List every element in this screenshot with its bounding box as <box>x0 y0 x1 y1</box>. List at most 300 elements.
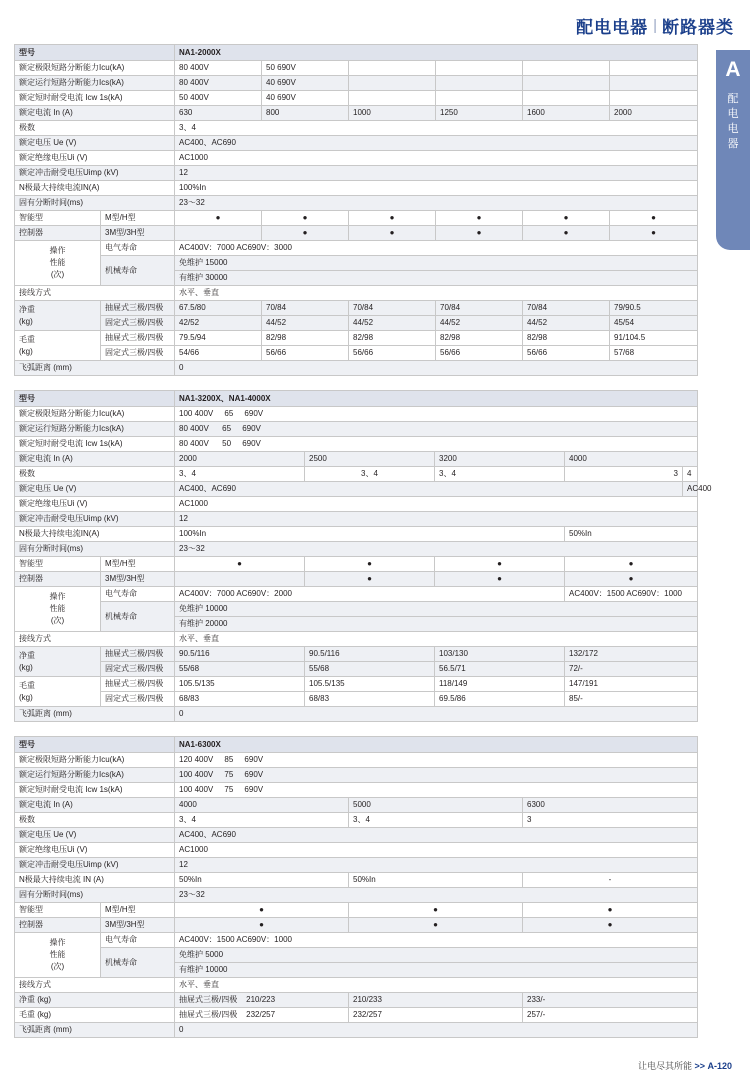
table-row <box>15 91 698 106</box>
value-arc-distance: 0 <box>175 707 698 722</box>
ctrl-dot: ● <box>349 226 436 241</box>
value-poles: 3、4 <box>305 467 435 482</box>
table-row <box>15 226 698 241</box>
value-poles: 3、4 <box>175 467 305 482</box>
value-in: 1600 <box>523 106 610 121</box>
value-net-fixed: 55/68 <box>305 662 435 677</box>
header-title: 配电电器 <box>576 17 649 37</box>
table-row <box>15 1008 698 1023</box>
ctrl-dot: ● <box>435 572 565 587</box>
table-row <box>15 632 698 647</box>
smart-dot: ● <box>523 211 610 226</box>
value-gross-draw: 82/98 <box>436 331 523 346</box>
value-in: 2500 <box>305 452 435 467</box>
label-ui: 额定绝缘电压Ui (V) <box>15 497 175 512</box>
value-ue-extra: AC400 <box>683 482 698 497</box>
empty-cell <box>349 91 436 106</box>
value-icu <box>175 407 698 422</box>
value-ics-690: 40 690V <box>262 76 349 91</box>
label-arc-distance: 飞弧距离 (mm) <box>15 1023 175 1038</box>
ctrl-dot: ● <box>523 918 698 933</box>
value-net-fixed: 44/52 <box>523 316 610 331</box>
value-ics-75: 75 <box>224 770 234 779</box>
empty-cell <box>523 76 610 91</box>
label-performance: 性能 <box>49 604 66 613</box>
ctrl-dot: ● <box>610 226 698 241</box>
value-net-draw: 79/90.5 <box>610 301 698 316</box>
table-row <box>15 512 698 527</box>
value-n-pole: 100%In <box>175 181 698 196</box>
table-row <box>15 241 698 256</box>
empty-cell <box>610 91 698 106</box>
label-m-h: M型/H型 <box>101 211 175 226</box>
table-row <box>15 813 698 828</box>
label-m-h: M型/H型 <box>101 557 175 572</box>
empty-cell <box>436 91 523 106</box>
value-icu-400: 120 400V <box>179 755 214 764</box>
label-in: 额定电流 In (A) <box>15 452 175 467</box>
value-wiring: 水平、垂直 <box>175 632 698 647</box>
label-performance: 性能 <box>49 258 66 267</box>
table-row <box>15 331 698 346</box>
value-in: 5000 <box>349 798 523 813</box>
value-icu-85: 85 <box>224 755 234 764</box>
label-draw-type: 抽屉式三极/四极 <box>101 677 175 692</box>
label-ics: 额定运行短路分断能力Ics(kA) <box>15 768 175 783</box>
label-net-weight <box>15 647 101 677</box>
ctrl-dot: ● <box>175 918 349 933</box>
value-gross-fixed: 54/66 <box>175 346 262 361</box>
table-row <box>15 437 698 452</box>
value-net-draw: 132/172 <box>565 647 698 662</box>
table-row <box>15 61 698 76</box>
label-in: 额定电流 In (A) <box>15 798 175 813</box>
label-net-weight-unit: (kg) <box>19 662 33 672</box>
table-row <box>15 978 698 993</box>
value-icw-690: 40 690V <box>262 91 349 106</box>
empty-cell <box>610 76 698 91</box>
value-icu-690: 690V <box>244 409 264 418</box>
value-mech-maint: 有维护 10000 <box>175 963 698 978</box>
table-row <box>15 301 698 316</box>
value-gross-draw: 91/104.5 <box>610 331 698 346</box>
empty-cell <box>349 76 436 91</box>
value-net-fixed: 44/52 <box>262 316 349 331</box>
label-times: (次) <box>50 270 65 279</box>
value-ics-65: 65 <box>222 424 232 433</box>
header-separator: | <box>653 16 657 34</box>
value-ue: AC400、AC690 <box>175 136 698 151</box>
empty-cell <box>610 61 698 76</box>
table-row <box>15 798 698 813</box>
value-net-fixed: 45/54 <box>610 316 698 331</box>
value-gross-draw: 抽屉式三极/四极 232/257 <box>175 1008 349 1023</box>
table-row <box>15 422 698 437</box>
label-gross-weight <box>15 677 101 707</box>
table-row <box>15 948 698 963</box>
ctrl-dot: ● <box>349 918 523 933</box>
label-ui: 额定绝缘电压Ui (V) <box>15 151 175 166</box>
label-wiring: 接线方式 <box>15 978 175 993</box>
ctrl-dot-empty <box>175 226 262 241</box>
value-n-pole-extra: 50%In <box>565 527 698 542</box>
table-row <box>15 346 698 361</box>
value-n-pole: 50%In <box>349 873 523 888</box>
table-row <box>15 572 698 587</box>
value-ics-400: 80 400V <box>179 424 209 433</box>
table-row <box>15 602 698 617</box>
page-content <box>0 44 718 1038</box>
page-header <box>0 0 750 44</box>
value-icu-690: 50 690V <box>262 61 349 76</box>
value-net-fixed: 55/68 <box>175 662 305 677</box>
value-net-draw: 90.5/116 <box>305 647 435 662</box>
section-tab-letter: A <box>725 58 741 81</box>
label-operation: 操作 <box>49 592 66 601</box>
label-icw: 额定短时耐受电流 Icw 1s(kA) <box>15 91 175 106</box>
label-operation: 操作 <box>49 938 66 947</box>
value-icu-400: 80 400V <box>175 61 262 76</box>
value-net-fixed: 56.5/71 <box>435 662 565 677</box>
smart-dot: ● <box>305 557 435 572</box>
label-gross-weight-text: 毛重 <box>19 334 35 344</box>
smart-dot: ● <box>175 903 349 918</box>
table-row <box>15 888 698 903</box>
label-draw-type: 抽屉式三极/四极 <box>101 331 175 346</box>
value-mech-maint: 有维护 20000 <box>175 617 698 632</box>
label-icu: 额定极限短路分断能力Icu(kA) <box>15 753 175 768</box>
label-icu: 额定极限短路分断能力Icu(kA) <box>15 407 175 422</box>
label-wiring: 接线方式 <box>15 632 175 647</box>
table-row <box>15 452 698 467</box>
value-ics <box>175 768 698 783</box>
value-n-pole: 50%In <box>175 873 349 888</box>
value-n-pole: - <box>523 873 698 888</box>
label-smart: 智能型 <box>15 903 101 918</box>
value-net-fixed: 44/52 <box>349 316 436 331</box>
label-mech-life: 机械寿命 <box>101 948 175 978</box>
value-break-time: 23～32 <box>175 196 698 211</box>
label-in: 额定电流 In (A) <box>15 106 175 121</box>
value-ics <box>175 422 698 437</box>
smart-dot: ● <box>523 903 698 918</box>
label-fixed-type: 固定式三极/四极 <box>101 662 175 677</box>
table-row <box>15 196 698 211</box>
value-arc-distance: 0 <box>175 361 698 376</box>
label-fixed-type: 固定式三极/四极 <box>101 316 175 331</box>
value-gross-draw: 147/191 <box>565 677 698 692</box>
table-row <box>15 858 698 873</box>
table-row <box>15 557 698 572</box>
table-row <box>15 1023 698 1038</box>
smart-dot: ● <box>175 557 305 572</box>
label-break-time: 固有分断时间(ms) <box>15 888 175 903</box>
label-uimp: 额定冲击耐受电压Uimp (kV) <box>15 512 175 527</box>
value-gross-draw: 232/257 <box>349 1008 523 1023</box>
value-net-draw: 70/84 <box>523 301 610 316</box>
table-row <box>15 662 698 677</box>
value-in: 630 <box>175 106 262 121</box>
table-row <box>15 151 698 166</box>
table-row <box>15 647 698 662</box>
table-row <box>15 121 698 136</box>
value-net-fixed: 72/- <box>565 662 698 677</box>
label-ui: 额定绝缘电压Ui (V) <box>15 843 175 858</box>
value-wiring: 水平、垂直 <box>175 286 698 301</box>
label-controller: 控制器 <box>15 226 101 241</box>
label-break-time: 固有分断时间(ms) <box>15 196 175 211</box>
footer-page-number: >> A-120 <box>694 1061 732 1071</box>
table-row <box>15 587 698 602</box>
label-ics: 额定运行短路分断能力Ics(kA) <box>15 422 175 437</box>
spec-table-na1-2000x <box>14 44 698 376</box>
ctrl-dot: ● <box>523 226 610 241</box>
value-mech-free: 免维护 10000 <box>175 602 698 617</box>
label-times: (次) <box>50 962 65 971</box>
empty-cell <box>436 61 523 76</box>
value-gross-fixed: 56/66 <box>523 346 610 361</box>
value-ue: AC400、AC690 <box>175 828 698 843</box>
label-operation-performance <box>15 241 101 286</box>
label-uimp: 额定冲击耐受电压Uimp (kV) <box>15 858 175 873</box>
label-draw-type: 抽屉式三极/四极 <box>101 301 175 316</box>
value-elec-life: AC400V：1500 AC690V：1000 <box>175 933 698 948</box>
value-icu-400: 100 400V <box>179 409 214 418</box>
value-in: 3200 <box>435 452 565 467</box>
value-icw <box>175 783 698 798</box>
label-fixed-type: 固定式三极/四极 <box>101 346 175 361</box>
label-m-h: M型/H型 <box>101 903 175 918</box>
value-gross-fixed: 56/66 <box>349 346 436 361</box>
table-row <box>15 361 698 376</box>
label-n-pole: N极最大持续电流IN(A) <box>15 527 175 542</box>
label-mech-life: 机械寿命 <box>101 602 175 632</box>
value-icw-400: 50 400V <box>175 91 262 106</box>
empty-cell <box>436 76 523 91</box>
label-m3-h3: 3M型/3H型 <box>101 918 175 933</box>
table-row <box>15 45 698 61</box>
label-ue: 额定电压 Ue (V) <box>15 482 175 497</box>
value-in: 4000 <box>565 452 698 467</box>
value-net-draw: 67.5/80 <box>175 301 262 316</box>
smart-dot: ● <box>435 557 565 572</box>
table-row <box>15 918 698 933</box>
value-net-draw: 70/84 <box>349 301 436 316</box>
label-wiring: 接线方式 <box>15 286 175 301</box>
value-gross-draw: 82/98 <box>349 331 436 346</box>
table-row <box>15 527 698 542</box>
value-uimp: 12 <box>175 166 698 181</box>
value-ui: AC1000 <box>175 151 698 166</box>
value-gross-fixed: 69.5/86 <box>435 692 565 707</box>
label-net-weight <box>15 301 101 331</box>
table-row <box>15 391 698 407</box>
value-elec-life: AC400V：7000 AC690V：3000 <box>175 241 698 256</box>
label-poles: 极数 <box>15 121 175 136</box>
label-mech-life: 机械寿命 <box>101 256 175 286</box>
value-ui: AC1000 <box>175 843 698 858</box>
value-elec-life-extra: AC400V：1500 AC690V：1000 <box>565 587 698 602</box>
value-ui: AC1000 <box>175 497 698 512</box>
label-poles: 极数 <box>15 813 175 828</box>
table-row <box>15 286 698 301</box>
value-gross-draw: 105.5/135 <box>175 677 305 692</box>
label-icu: 额定极限短路分断能力Icu(kA) <box>15 61 175 76</box>
label-icw: 额定短时耐受电流 Icw 1s(kA) <box>15 437 175 452</box>
label-smart: 智能型 <box>15 211 101 226</box>
label-model: 型号 <box>15 391 175 407</box>
label-gross-weight-unit: (kg) <box>19 692 33 702</box>
value-poles: 4 <box>683 467 698 482</box>
value-in: 2000 <box>175 452 305 467</box>
smart-dot: ● <box>175 211 262 226</box>
label-operation-performance <box>15 587 101 632</box>
value-in: 6300 <box>523 798 698 813</box>
value-model: NA1-3200X、NA1-4000X <box>175 391 698 407</box>
empty-cell <box>523 91 610 106</box>
table-row <box>15 707 698 722</box>
table-row <box>15 497 698 512</box>
label-gross-weight-text: 毛重 <box>19 680 35 690</box>
value-poles: 3、4 <box>349 813 523 828</box>
value-mech-free: 免维护 15000 <box>175 256 698 271</box>
table-row <box>15 467 698 482</box>
label-gross-weight-unit: (kg) <box>19 346 33 356</box>
value-net-draw: 103/130 <box>435 647 565 662</box>
label-ue: 额定电压 Ue (V) <box>15 136 175 151</box>
label-arc-distance: 飞弧距离 (mm) <box>15 361 175 376</box>
value-gross-draw: 105.5/135 <box>305 677 435 692</box>
table-row <box>15 993 698 1008</box>
table-row <box>15 843 698 858</box>
label-arc-distance: 飞弧距离 (mm) <box>15 707 175 722</box>
label-net-weight-text: 净重 <box>19 650 35 660</box>
value-poles: 3 <box>565 467 683 482</box>
value-ics-400: 80 400V <box>175 76 262 91</box>
ctrl-dot: ● <box>436 226 523 241</box>
label-ue: 额定电压 Ue (V) <box>15 828 175 843</box>
label-controller: 控制器 <box>15 572 101 587</box>
spec-table-na1-6300x <box>14 736 698 1038</box>
value-model: NA1-6300X <box>175 737 698 753</box>
value-icw-50: 50 <box>222 439 232 448</box>
label-gross-weight-kg: 毛重 (kg) <box>15 1008 175 1023</box>
value-icw-400: 80 400V <box>179 439 209 448</box>
table-row <box>15 76 698 91</box>
value-icu <box>175 753 698 768</box>
table-row <box>15 677 698 692</box>
table-row <box>15 692 698 707</box>
value-ics-690: 690V <box>242 424 261 433</box>
label-controller: 控制器 <box>15 918 101 933</box>
value-break-time: 23～32 <box>175 888 698 903</box>
section-tab-text: 配 电 电 器 <box>727 93 739 150</box>
value-net-draw: 233/- <box>523 993 698 1008</box>
value-gross-fixed: 68/83 <box>305 692 435 707</box>
label-n-pole: N极最大持续电流 IN (A) <box>15 873 175 888</box>
value-icw <box>175 437 698 452</box>
value-model: NA1-2000X <box>175 45 698 61</box>
empty-cell <box>349 61 436 76</box>
label-ics: 额定运行短路分断能力Ics(kA) <box>15 76 175 91</box>
table-row <box>15 407 698 422</box>
label-model: 型号 <box>15 45 175 61</box>
table-row <box>15 166 698 181</box>
table-row <box>15 768 698 783</box>
value-poles: 3 <box>523 813 698 828</box>
label-model: 型号 <box>15 737 175 753</box>
label-poles: 极数 <box>15 467 175 482</box>
value-gross-fixed: 68/83 <box>175 692 305 707</box>
value-poles: 3、4 <box>175 121 698 136</box>
value-gross-draw: 82/98 <box>523 331 610 346</box>
value-mech-free: 免维护 5000 <box>175 948 698 963</box>
label-net-weight-text: 净重 <box>19 304 35 314</box>
ctrl-dot-empty <box>175 572 305 587</box>
value-uimp: 12 <box>175 858 698 873</box>
value-net-draw: 210/233 <box>349 993 523 1008</box>
value-net-draw: 70/84 <box>262 301 349 316</box>
smart-dot: ● <box>610 211 698 226</box>
table-row <box>15 933 698 948</box>
value-net-fixed: 44/52 <box>436 316 523 331</box>
value-gross-fixed: 56/66 <box>436 346 523 361</box>
table-row <box>15 211 698 226</box>
value-gross-fixed: 56/66 <box>262 346 349 361</box>
smart-dot: ● <box>349 903 523 918</box>
table-row <box>15 136 698 151</box>
table-row <box>15 482 698 497</box>
section-tab <box>716 50 750 250</box>
table-row <box>15 783 698 798</box>
table-row <box>15 828 698 843</box>
smart-dot: ● <box>436 211 523 226</box>
value-n-pole: 100%In <box>175 527 565 542</box>
value-gross-draw: 79.5/94 <box>175 331 262 346</box>
label-net-weight-unit: (kg) <box>19 316 33 326</box>
label-elec-life: 电气寿命 <box>101 587 175 602</box>
label-operation: 操作 <box>49 246 66 255</box>
spec-table-na1-3200x-4000x <box>14 390 712 722</box>
value-icu-65: 65 <box>224 409 234 418</box>
label-smart: 智能型 <box>15 557 101 572</box>
value-icw-400: 100 400V <box>179 785 214 794</box>
label-elec-life: 电气寿命 <box>101 933 175 948</box>
value-in: 1250 <box>436 106 523 121</box>
value-ics-690: 690V <box>244 770 264 779</box>
value-ue: AC400、AC690 <box>175 482 683 497</box>
table-row <box>15 316 698 331</box>
header-subtitle: 断路器类 <box>662 17 734 37</box>
value-in: 4000 <box>175 798 349 813</box>
label-times: (次) <box>50 616 65 625</box>
label-operation-performance <box>15 933 101 978</box>
page-footer <box>638 1059 732 1072</box>
smart-dot: ● <box>565 557 698 572</box>
value-elec-life: AC400V：7000 AC690V：2000 <box>175 587 565 602</box>
value-net-draw: 70/84 <box>436 301 523 316</box>
ctrl-dot: ● <box>565 572 698 587</box>
value-gross-draw: 118/149 <box>435 677 565 692</box>
label-break-time: 固有分断时间(ms) <box>15 542 175 557</box>
value-mech-maint: 有维护 30000 <box>175 271 698 286</box>
table-row <box>15 106 698 121</box>
table-row <box>15 737 698 753</box>
ctrl-dot: ● <box>305 572 435 587</box>
table-row <box>15 873 698 888</box>
value-gross-fixed: 57/68 <box>610 346 698 361</box>
table-row <box>15 256 698 271</box>
